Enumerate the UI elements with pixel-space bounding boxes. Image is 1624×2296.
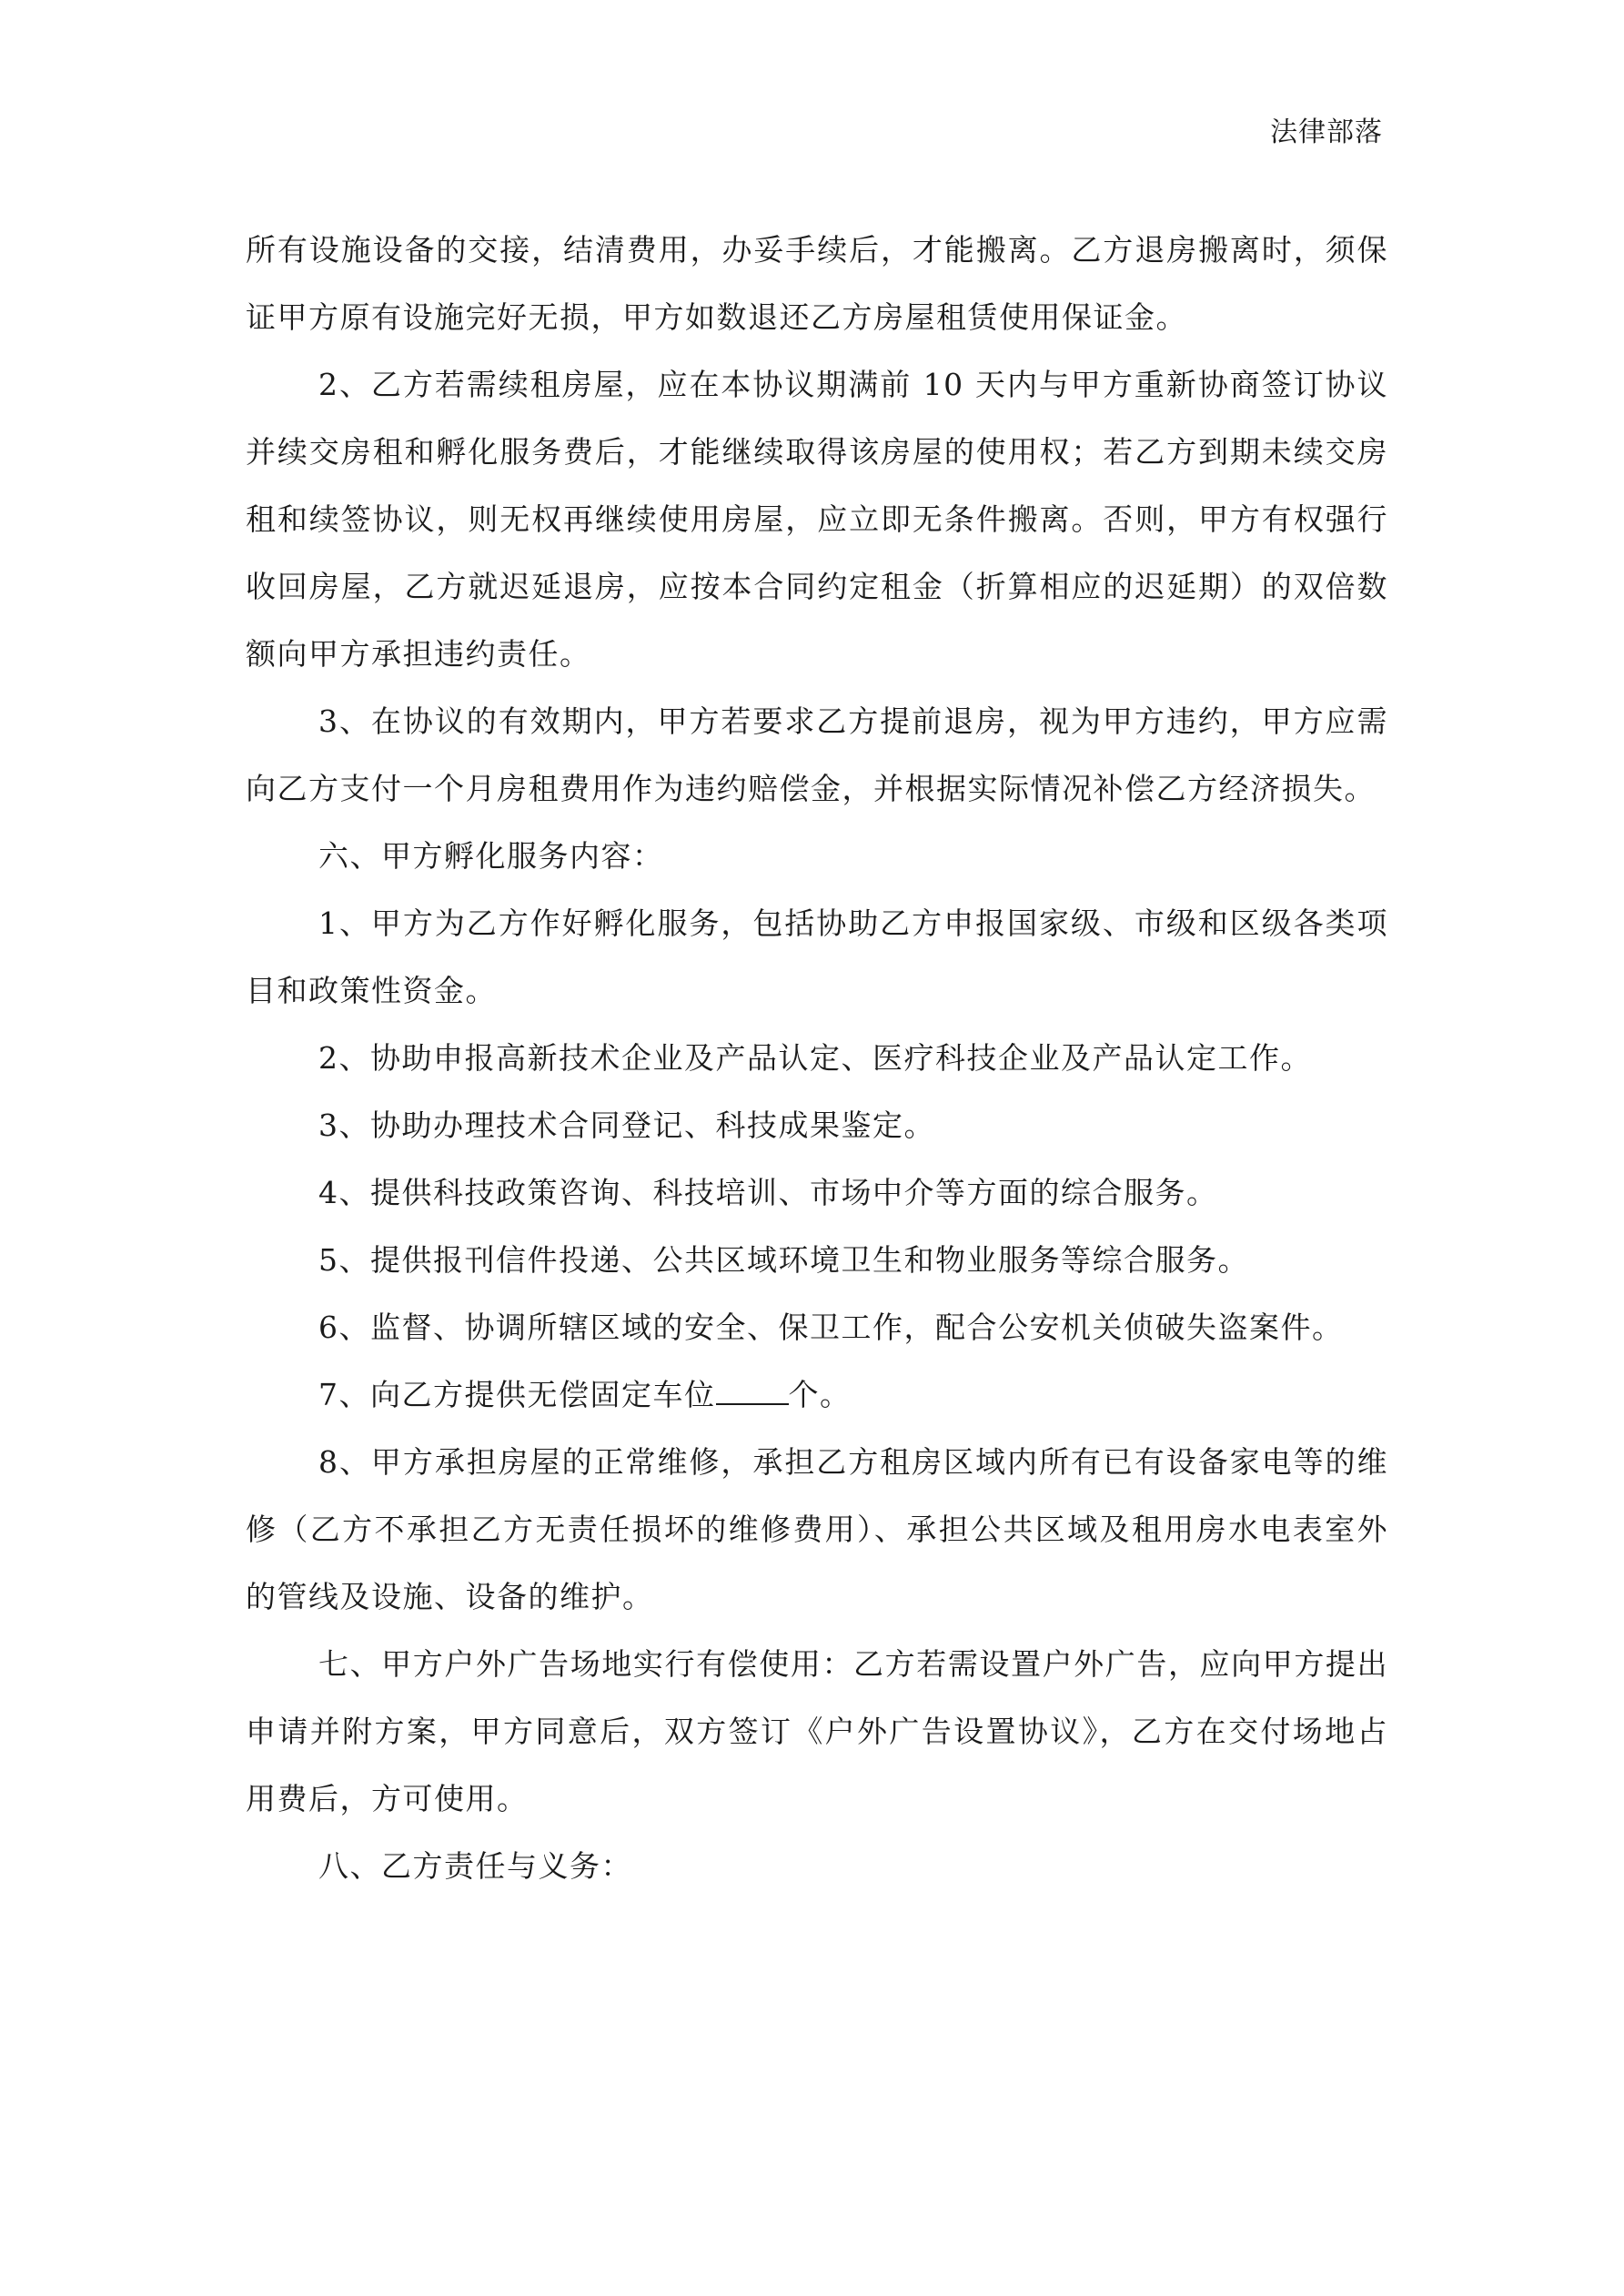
paragraph-service-5: 5、提供报刊信件投递、公共区域环境卫生和物业服务等综合服务。	[318, 1242, 1249, 1278]
paragraph-service-6: 6、监督、协调所辖区域的安全、保卫工作，配合公安机关侦破失盗案件。	[318, 1310, 1344, 1345]
paragraph-clause-2-renewal: 2、乙方若需续租房屋，应在本协议期满前 10 天内与甲方重新协商签订协议并续交房租和孵化服务费后，才能继续取得该房屋的使用权；若乙方到期未续交房租和续签协议，则无权再继续使用房屋，应立即无条件搬离。否则，甲方有权强行收回房屋，乙方就迟延退房，应按本合同约定租金（折算相应的迟延期）的双倍数额向甲方承担违约责任。	[246, 367, 1388, 672]
paragraph-service-1: 1、甲方为乙方作好孵化服务，包括协助乙方申报国家级、市级和区级各类项目和政策性资金。	[246, 905, 1388, 1008]
paragraph-continuation: 所有设施设备的交接，结清费用，办妥手续后，才能搬离。乙方退房搬离时，须保证甲方原有设施完好无损，甲方如数退还乙方房屋租赁使用保证金。	[246, 232, 1388, 335]
paragraph-service-3: 3、协助办理技术合同登记、科技成果鉴定。	[318, 1108, 935, 1143]
section-heading-8: 八、乙方责任与义务：	[318, 1848, 632, 1884]
blank-fill-line	[716, 1378, 789, 1405]
section-heading-6: 六、甲方孵化服务内容：	[318, 838, 664, 874]
section-heading-7-advertising: 七、甲方户外广告场地实行有偿使用：乙方若需设置户外广告，应向甲方提出申请并附方案，甲方同意后，双方签订《户外广告设置协议》，乙方在交付场地占用费后，方可使用。	[246, 1646, 1388, 1816]
service-7-text-before: 7、向乙方提供无偿固定车位	[318, 1377, 716, 1412]
paragraph-service-2: 2、协助申报高新技术企业及产品认定、医疗科技企业及产品认定工作。	[318, 1040, 1312, 1076]
paragraph-service-7	[246, 1361, 1388, 1429]
paragraph-clause-3-early-termination: 3、在协议的有效期内，甲方若要求乙方提前退房，视为甲方违约，甲方应需向乙方支付一个月房租费用作为违约赔偿金，并根据实际情况补偿乙方经济损失。	[246, 703, 1388, 806]
paragraph-service-8: 8、甲方承担房屋的正常维修，承担乙方租房区域内所有已有设备家电等的维修（乙方不承担乙方无责任损坏的维修费用）、承担公共区域及租用房水电表室外的管线及设施、设备的维护。	[246, 1444, 1388, 1614]
service-7-text-after: 个。	[788, 1377, 852, 1412]
paragraph-service-4: 4、提供科技政策咨询、科技培训、市场中介等方面的综合服务。	[318, 1175, 1218, 1210]
page-header: 法律部落	[1270, 116, 1383, 148]
document-body	[246, 217, 1388, 1900]
